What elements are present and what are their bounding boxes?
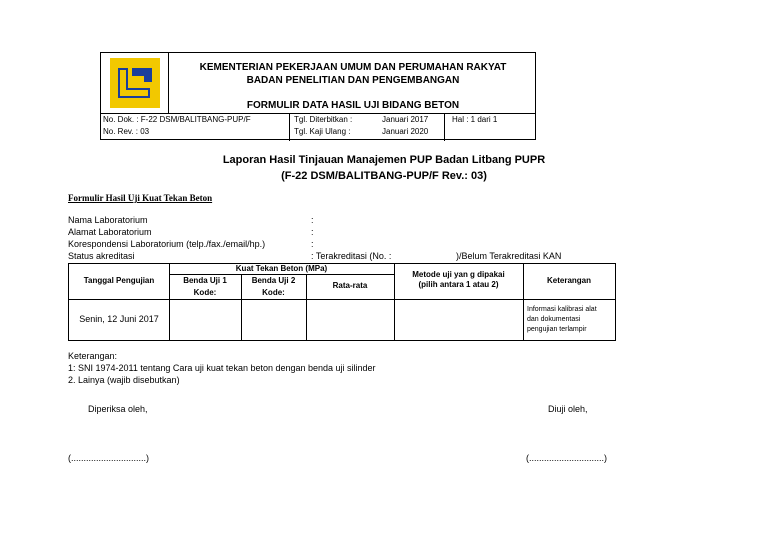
- row-date: Senin, 12 Juni 2017: [79, 314, 159, 324]
- test-results-table: [68, 263, 616, 341]
- org-line2: BADAN PENELITIAN DAN PENGEMBANGAN: [246, 75, 460, 86]
- col-metode-sub: (pilih antara 1 atau 2): [418, 280, 499, 289]
- notes-item-2: 2. Lainya (wajib disebutkan): [68, 375, 180, 385]
- tgl-kaji-label: Tgl. Kaji Ulang :: [294, 127, 351, 136]
- row-note-2: dan dokumentasi: [527, 316, 581, 323]
- field-sep: :: [311, 215, 314, 225]
- col-rata-header: Rata-rata: [332, 281, 368, 290]
- header-col-divider: [289, 113, 290, 141]
- logo-cell: [101, 53, 169, 113]
- field-status-akreditasi: Status akreditasi: [68, 251, 135, 261]
- col-keterangan-header: Keterangan: [546, 276, 591, 285]
- page-count: Hal : 1 dari 1: [452, 115, 498, 124]
- row-note-1: Informasi kalibrasi alat: [527, 306, 597, 313]
- col-tanggal-header: Tanggal Pengujian: [83, 276, 155, 285]
- notes-title: Keterangan:: [68, 351, 118, 361]
- pupr-logo-icon: [110, 58, 160, 108]
- header-divider: [101, 113, 535, 114]
- org-line1: KEMENTERIAN PEKERJAAN UMUM DAN PERUMAHAN RAKYAT: [199, 62, 507, 73]
- table-line: [69, 299, 615, 300]
- no-dok: No. Dok. : F-22 DSM/BALITBANG-PUP/F: [103, 115, 251, 124]
- field-korespondensi: Korespondensi Laboratorium (telp./fax./email/hp.): [68, 239, 266, 249]
- col-benda2-header: Benda Uji 2: [251, 276, 296, 285]
- no-rev: No. Rev. : 03: [103, 127, 150, 136]
- field-sep: :: [311, 239, 314, 249]
- document-header: [100, 52, 536, 140]
- field-sep: :: [311, 227, 314, 237]
- status-tail: )/Belum Terakreditasi KAN: [456, 251, 562, 261]
- signature-left-label: Diperiksa oleh,: [88, 404, 148, 414]
- field-nama-lab: Nama Laboratorium: [68, 215, 148, 225]
- col-benda1-header: Benda Uji 1: [183, 276, 227, 285]
- report-subtitle: (F-22 DSM/BALITBANG-PUP/F Rev.: 03): [281, 170, 487, 182]
- signature-left-blank: (..............................): [68, 453, 150, 463]
- form-title: FORMULIR DATA HASIL UJI BIDANG BETON: [246, 100, 460, 111]
- status-value: : Terakreditasi (No. :: [311, 251, 392, 261]
- notes-item-1: 1: SNI 1974-2011 tentang Cara uji kuat tekan beton dengan benda uji silinder: [68, 363, 376, 373]
- col-kuat-tekan-header: Kuat Tekan Beton (MPa): [235, 264, 328, 273]
- col-benda1-kode: Kode:: [193, 288, 217, 297]
- col-metode-header: Metode uji yan g dipakai: [412, 270, 505, 279]
- tgl-diterbitkan-label: Tgl. Diterbitkan :: [294, 115, 353, 124]
- report-title: Laporan Hasil Tinjauan Manajemen PUP Badan Litbang PUPR: [222, 154, 546, 166]
- form-subtitle: Formulir Hasil Uji Kuat Tekan Beton: [68, 193, 213, 203]
- col-benda2-kode: Kode:: [262, 288, 285, 297]
- tgl-diterbitkan-value: Januari 2017: [382, 115, 429, 124]
- field-alamat-lab: Alamat Laboratorium: [68, 227, 152, 237]
- signature-right-label: Diuji oleh,: [548, 404, 588, 414]
- header-col-divider: [444, 113, 445, 141]
- row-note-3: pengujian terlampir: [527, 326, 587, 333]
- signature-right-blank: (..............................): [526, 453, 608, 463]
- tgl-kaji-value: Januari 2020: [382, 127, 429, 136]
